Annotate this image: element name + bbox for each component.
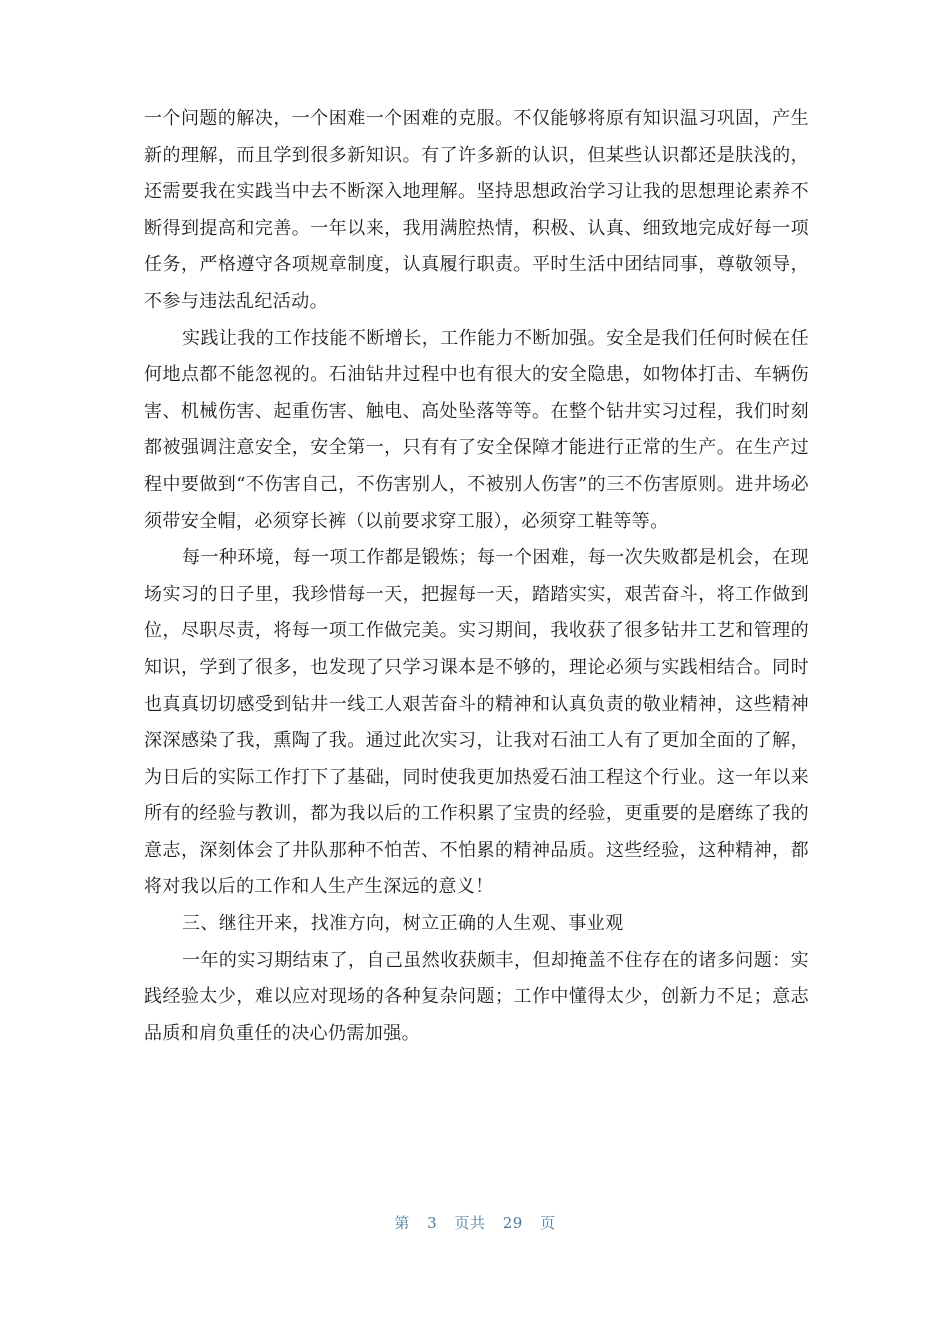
paragraph-2: 实践让我的工作技能不断增长，工作能力不断加强。安全是我们任何时候在任何地点都不能忽视的。石油钻井过程中也有很大的安全隐患，如物体打击、车辆伤害、机械伤害、起重伤害、触电、高处坠落等等。在整个钻井实习过程，我们时刻都被强调注意安全，安全第一，只有有了安全保障才能进行正常的生产。在生产过程中要做到“不伤害自己，不伤害别人，不被别人伤害”的三不伤害原则。进井场必须带安全帽，必须穿长裤（以前要求穿工服），必须穿工鞋等等。 (144, 327, 809, 532)
paragraph-4: 一年的实习期结束了，自己虽然收获颇丰，但却掩盖不住存在的诸多问题：实践经验太少，难以应对现场的各种复杂问题；工作中懂得太少，创新力不足；意志品质和肩负重任的决心仍需加强。 (144, 949, 809, 1044)
page-label: 第 (394, 1214, 410, 1232)
current-page-number: 3 (427, 1214, 438, 1232)
total-pages-number: 29 (502, 1214, 523, 1232)
paragraph-3: 每一种环境，每一项工作都是锻炼；每一个困难，每一次失败都是机会，在现场实习的日子里，我珍惜每一天，把握每一天，踏踏实实，艰苦奋斗，将工作做到位，尽职尽责，将每一项工作做完美。实习期间，我收获了很多钻井工艺和管理的知识，学到了很多，也发现了只学习课本是不够的，理论必须与实践相结合。同时也真真切切感受到钻井一线工人艰苦奋斗的精神和认真负责的敬业精神，这些精神深深感染了我，熏陶了我。通过此次实习，让我对石油工人有了更加全面的了解，为日后的实际工作打下了基础，同时使我更加热爱石油工程这个行业。这一年以来所有的经验与教训，都为我以后的工作积累了宝贵的经验，更重要的是磨练了我的意志，深刻体会了井队那种不怕苦、不怕累的精神品质。这些经验，这种精神，都将对我以后的工作和人生产生深远的意义！ (144, 547, 809, 898)
section-heading: 三、继往开来，找准方向，树立正确的人生观、事业观 (182, 913, 624, 935)
page-suffix: 页 (540, 1214, 556, 1232)
page-footer (0, 1212, 950, 1233)
page-of-label: 页共 (454, 1214, 486, 1232)
paragraph-1: 一个问题的解决，一个困难一个困难的克服。不仅能够将原有知识温习巩固，产生新的理解，而且学到很多新知识。有了许多新的认识，但某些认识都还是肤浅的，还需要我在实践当中去不断深入地理解。坚持思想政治学习让我的思想理论素养不断得到提高和完善。一年以来，我用满腔热情，积极、认真、细致地完成好每一项任务，严格遵守各项规章制度，认真履行职责。平时生活中团结同事，尊敬领导，不参与违法乱纪活动。 (144, 108, 809, 312)
document-body (144, 101, 809, 1052)
